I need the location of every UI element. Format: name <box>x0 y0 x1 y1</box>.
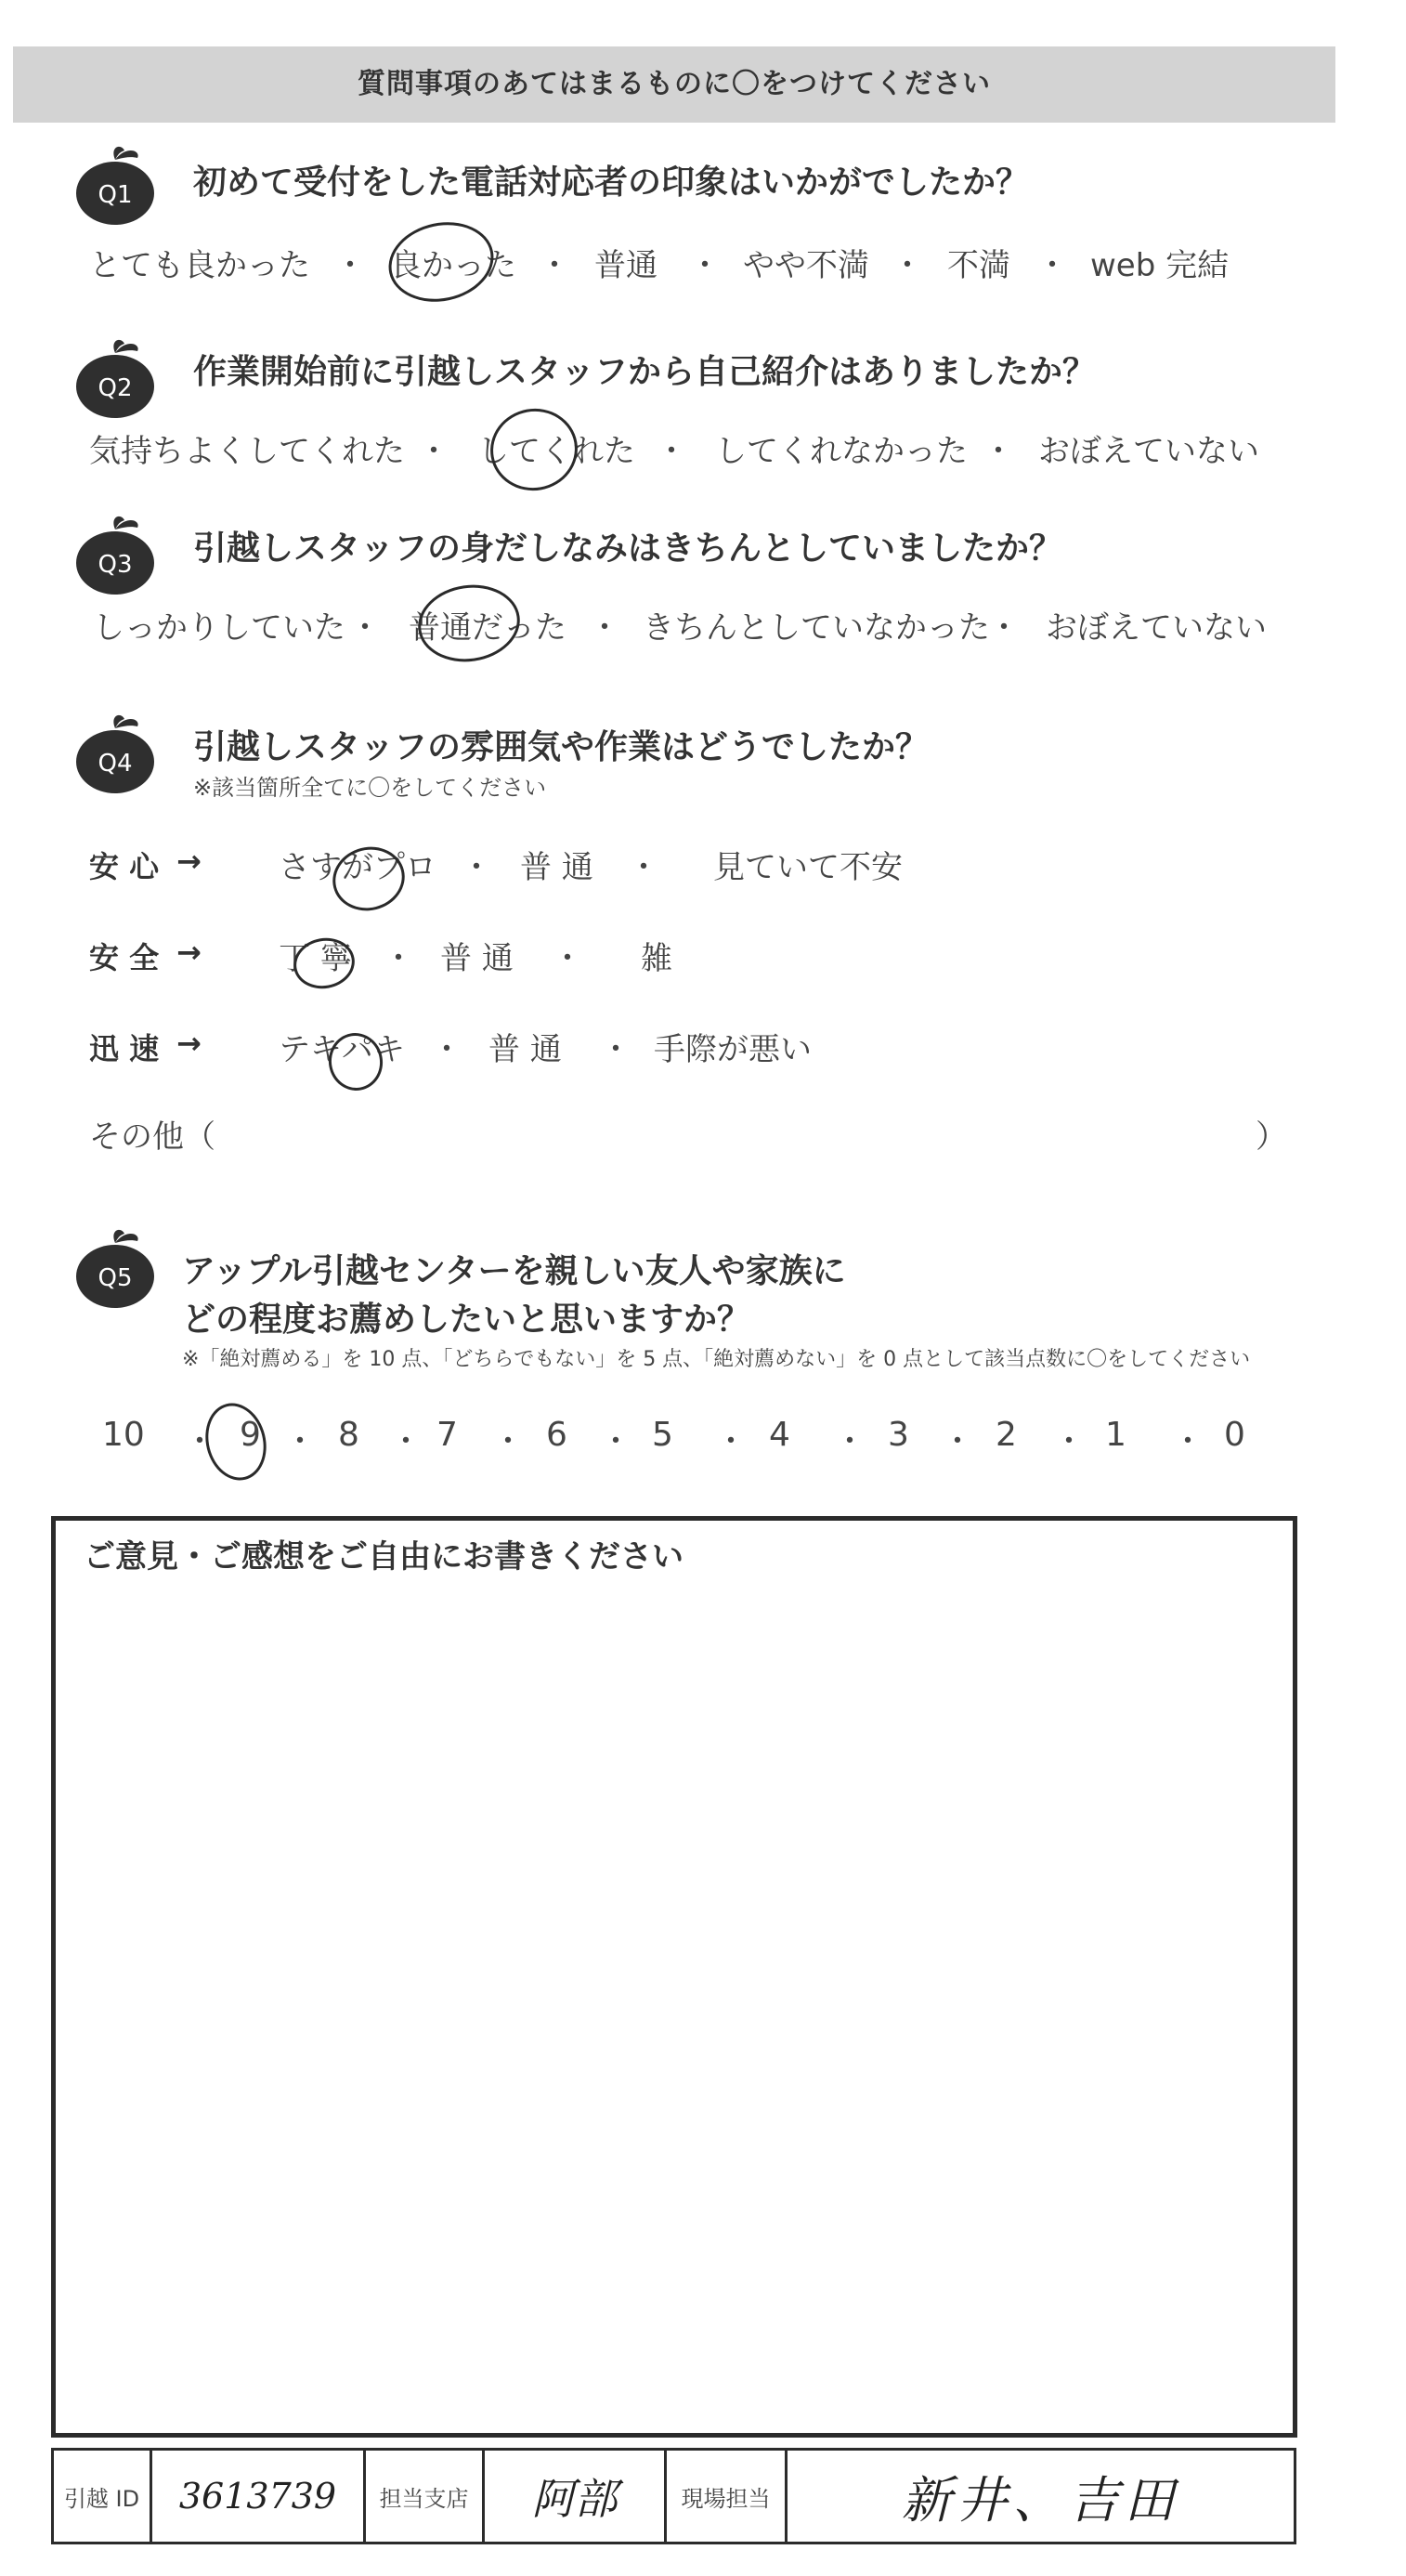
q1-badge-label: Q1 <box>98 181 133 209</box>
q5-question-line1: アップル引越センターを親しい友人や家族に <box>182 1252 846 1290</box>
footer-id-value: 3613739 <box>178 2476 337 2517</box>
arrow-right-icon: → <box>176 843 202 879</box>
q4-badge-icon <box>72 708 158 797</box>
q4-row-2-option-2[interactable]: 普 通 <box>440 940 514 977</box>
score-9[interactable]: 9 <box>240 1416 261 1454</box>
separator-dot: ・ <box>689 247 721 284</box>
q1-question: 初めて受付をした電話対応者の印象はいかがでしたか？ <box>193 163 1030 202</box>
separator-dot: ・ <box>988 609 1020 647</box>
q1-option-6[interactable]: web 完結 <box>1090 247 1230 284</box>
q3-option-1[interactable]: しっかりしていた <box>93 609 345 647</box>
q1-selected-circle <box>382 213 501 311</box>
separator-dot: ・ <box>349 609 381 647</box>
q4-row-3-option-1[interactable]: テキパキ <box>279 1031 405 1068</box>
q3-badge-icon <box>72 509 158 598</box>
footer-id-label: 引越 ID <box>63 2485 140 2512</box>
q2-question: 作業開始前に引越しスタッフから自己紹介はありましたか？ <box>193 353 1097 391</box>
separator-dot: ・ <box>715 1423 747 1460</box>
q1-badge-icon <box>72 139 158 229</box>
footer-staff-value-cell[interactable] <box>788 2451 1294 2542</box>
separator-dot: ・ <box>1172 1423 1204 1460</box>
q1-option-4[interactable]: やや不満 <box>743 247 869 284</box>
q4-row-2-label: 安 全 <box>89 940 160 975</box>
separator-dot: ・ <box>892 247 923 284</box>
separator-dot: ・ <box>600 1423 631 1460</box>
separator-dot: ・ <box>492 1423 524 1460</box>
q2-option-1[interactable]: 気持ちよくしてくれた <box>89 433 405 470</box>
score-1[interactable]: 1 <box>1105 1416 1126 1454</box>
footer-id-value-cell[interactable] <box>152 2451 366 2542</box>
footer-branch-value: 阿部 <box>531 2474 618 2524</box>
separator-dot: ・ <box>184 1423 215 1460</box>
comment-body[interactable] <box>84 1579 1254 2397</box>
separator-dot: ・ <box>390 1423 422 1460</box>
separator-dot: ・ <box>942 1423 973 1460</box>
separator-dot: ・ <box>418 433 449 470</box>
footer-staff-label-cell <box>667 2451 788 2542</box>
q3-badge-label: Q3 <box>98 551 133 579</box>
comment-title: ご意見・ご感想をご自由にお書きください <box>84 1538 683 1576</box>
q4-other-input[interactable] <box>223 1111 1226 1152</box>
footer-branch-label: 担当支店 <box>379 2485 469 2512</box>
separator-dot: ・ <box>552 940 583 977</box>
q5-note: ※「絶対薦める」を 10 点、「どちらでもない」を 5 点、「絶対薦めない」を 0 点として該当点数に〇をしてください <box>182 1348 1251 1371</box>
q2-badge-icon <box>72 333 158 422</box>
score-4[interactable]: 4 <box>769 1416 790 1454</box>
score-8[interactable]: 8 <box>338 1416 359 1454</box>
q5-badge-icon <box>72 1223 158 1312</box>
score-0[interactable]: 0 <box>1224 1416 1245 1454</box>
q4-row-2-option-3[interactable]: 雑 <box>641 940 672 977</box>
q3-option-2[interactable]: 普通だった <box>409 609 566 647</box>
q4-row-3-option-2[interactable]: 普 通 <box>488 1031 562 1068</box>
footer-branch-value-cell[interactable] <box>485 2451 667 2542</box>
q4-row-3-option-3[interactable]: 手際が悪い <box>654 1031 812 1068</box>
q3-option-3[interactable]: きちんとしていなかった <box>643 609 990 647</box>
arrow-right-icon: → <box>176 935 202 970</box>
q1-option-3[interactable]: 普通 <box>594 247 657 284</box>
separator-dot: ・ <box>334 247 366 284</box>
q4-row-2-option-1[interactable]: 丁 寧 <box>279 940 352 977</box>
q3-selected-circle <box>413 579 525 669</box>
separator-dot: ・ <box>600 1031 631 1068</box>
separator-dot: ・ <box>983 433 1014 470</box>
q4-note: ※該当箇所全てに〇をしてください <box>193 775 547 801</box>
q1-option-2[interactable]: 良かった <box>390 247 516 284</box>
q2-option-3[interactable]: してくれなかった <box>715 433 968 470</box>
q5-badge-label: Q5 <box>98 1264 133 1292</box>
header-title: 質問事項のあてはまるものに〇をつけてください <box>358 68 991 100</box>
separator-dot: ・ <box>656 433 687 470</box>
score-5[interactable]: 5 <box>652 1416 673 1454</box>
separator-dot: ・ <box>1036 247 1068 284</box>
q2-option-2[interactable]: してくれた <box>477 433 635 470</box>
score-7[interactable]: 7 <box>436 1416 458 1454</box>
separator-dot: ・ <box>284 1423 316 1460</box>
q1-option-5[interactable]: 不満 <box>947 247 1010 284</box>
q4-row-1-option-1[interactable]: さすがプロ <box>279 849 436 886</box>
q4-other-close: ） <box>1256 1118 1287 1156</box>
q4-other-label: その他（ <box>89 1118 215 1156</box>
score-3[interactable]: 3 <box>888 1416 909 1454</box>
score-6[interactable]: 6 <box>546 1416 567 1454</box>
q4-question: 引越しスタッフの雰囲気や作業はどうでしたか？ <box>193 728 930 766</box>
footer-staff-value: 新井、吉田 <box>901 2470 1180 2530</box>
score-2[interactable]: 2 <box>996 1416 1017 1454</box>
separator-dot: ・ <box>1053 1423 1085 1460</box>
q5-selected-circle <box>198 1397 274 1487</box>
q4-row-1-option-2[interactable]: 普 通 <box>520 849 593 886</box>
q2-selected-circle <box>484 402 584 498</box>
footer-staff-label: 現場担当 <box>681 2485 771 2512</box>
q4-row-1-option-3[interactable]: 見ていて不安 <box>713 849 903 886</box>
arrow-right-icon: → <box>176 1026 202 1061</box>
q4-row-1-label: 安 心 <box>89 849 160 884</box>
score-10[interactable]: 10 <box>102 1416 145 1454</box>
q2-badge-label: Q2 <box>98 374 133 402</box>
separator-dot: ・ <box>461 849 492 886</box>
q1-option-1[interactable]: とても良かった <box>89 247 310 284</box>
separator-dot: ・ <box>628 849 659 886</box>
q4-badge-label: Q4 <box>98 750 133 778</box>
q5-question-line2: どの程度お薦めしたいと思いますか？ <box>182 1301 751 1339</box>
separator-dot: ・ <box>589 609 620 647</box>
separator-dot: ・ <box>383 940 414 977</box>
footer-branch-label-cell <box>366 2451 485 2542</box>
q4-row-3-label: 迅 速 <box>89 1031 160 1066</box>
separator-dot: ・ <box>834 1423 866 1460</box>
separator-dot: ・ <box>431 1031 462 1068</box>
footer-id-label-cell <box>54 2451 152 2542</box>
footer-table <box>51 2448 1296 2544</box>
separator-dot: ・ <box>539 247 570 284</box>
q3-option-4[interactable]: おぼえていない <box>1046 609 1267 647</box>
q3-question: 引越しスタッフの身だしなみはきちんとしていましたか？ <box>193 530 1063 568</box>
q2-option-4[interactable]: おぼえていない <box>1038 433 1259 470</box>
